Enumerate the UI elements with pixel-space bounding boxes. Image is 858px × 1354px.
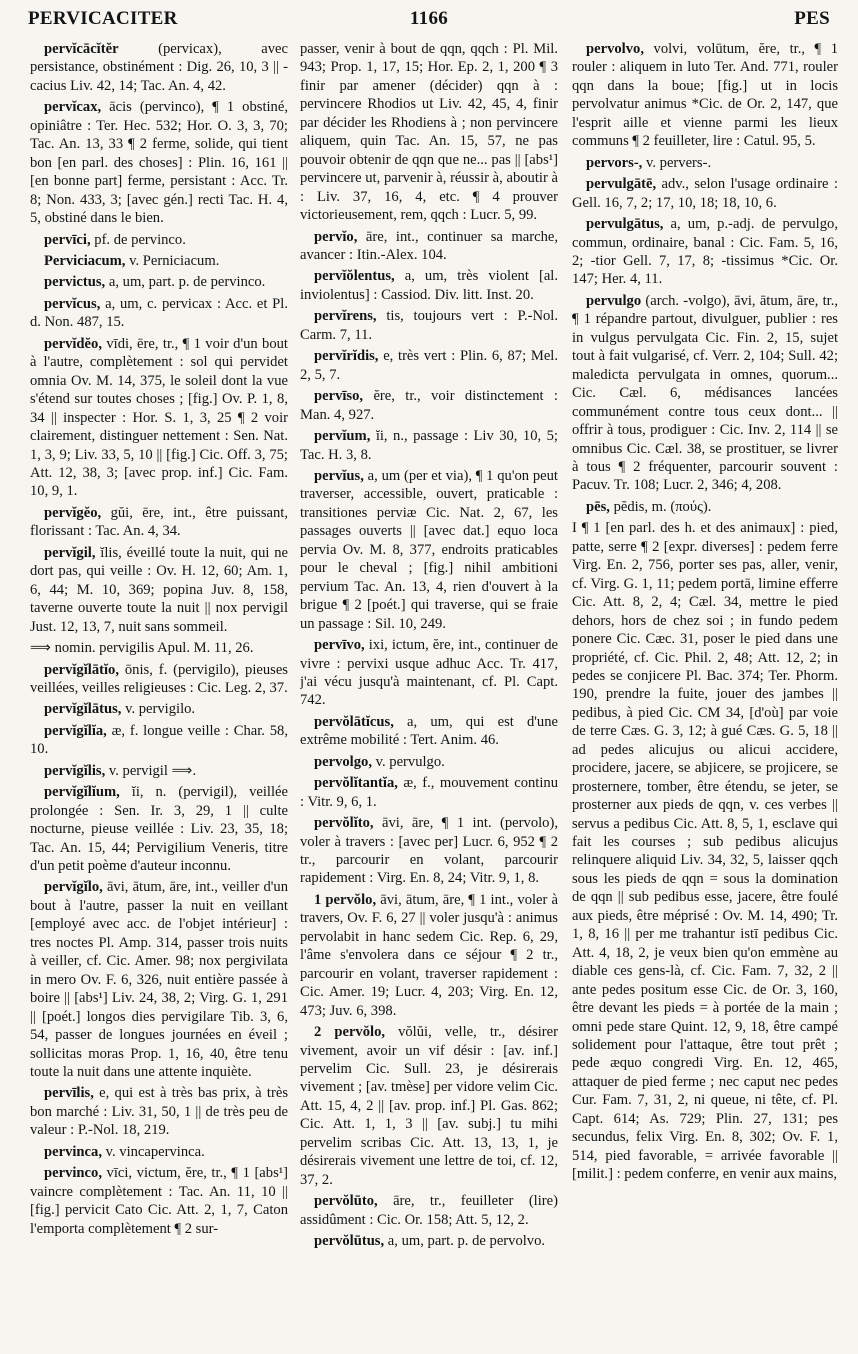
headword: Perviciacum, [44, 252, 126, 269]
dictionary-entry [30, 544, 288, 636]
entry-text: e, qui est à très bas prix, à très bon marché : Liv. 31, 50, 1 || de très peu de valeur : P.-Nol. 18, 219. [30, 1085, 288, 1139]
dictionary-entry [572, 292, 838, 495]
dictionary-entry [30, 40, 288, 95]
dictionary-entry [300, 753, 558, 771]
dictionary-entry [30, 273, 288, 291]
headword: pervĭgĭlo, [44, 879, 103, 896]
entry-text: pĕdis, m. (πούς). [613, 498, 712, 515]
page-header [28, 6, 830, 32]
dictionary-entry [300, 307, 558, 344]
entry-text: āre, tr., feuilleter (lire) assidûment : Cic. Or. 158; Att. 5, 12, 2. [300, 1193, 558, 1228]
headword: 2 pervŏlo, [314, 1024, 386, 1041]
dictionary-entry [300, 467, 558, 633]
headword: pervĭcax, [44, 99, 102, 116]
entry-text: ĕre, tr., voir distinctement : Man. 4, 927. [300, 388, 558, 423]
dictionary-entry [300, 636, 558, 710]
entry-text: v. pervigil ⟹. [108, 762, 197, 779]
entry-text: ĭi, n., passage : Liv 30, 10, 5; Tac. H. 3, 8. [300, 428, 558, 463]
headword: pervors-, [586, 154, 643, 171]
headword: pervĭus, [314, 467, 364, 484]
entry-text: pf. de pervinco. [94, 231, 186, 248]
dictionary-entry [300, 267, 558, 304]
entry-text: ixi, ictum, ĕre, int., continuer de vivre : pervixi usque adhuc Acc. Tr. 417, j'ai vécu jusqu'à maintenant, cf. Pl. Capt. 742. [300, 637, 558, 709]
headword: pervulgātē, [586, 176, 657, 193]
entry-text: vīdi, ēre, tr., ¶ 1 voir d'un bout à l'autre, complètement : sol qui pervidet omnia Ov. M. 14, 375, le soleil dont la vue s'étend sur toutes choses ; [fig.] Ov. P. 1, 8, 34 || inspecter : Hor. S. 1, 3, 25 ¶ 2 voir clairement, distinguer nettement : Sen. Nat. 1, 3, 9; Liv. 33, 5, 10 || [fig.] Cic. Off. 3, 75; Att. 12, 38, 3; [avec prop. inf.] Cic. Fam. 10, 9, 1. [30, 335, 288, 500]
headword: pervictus, [44, 274, 106, 291]
dictionary-entry [30, 1084, 288, 1139]
headword: pēs, [586, 498, 610, 515]
dictionary-entry [300, 387, 558, 424]
entry-text: æ, f., mouvement continu : Vitr. 9, 6, 1. [300, 775, 558, 810]
dictionary-entry [300, 347, 558, 384]
entry-text: v. pervigilo. [125, 701, 196, 718]
headword: pervīci, [44, 231, 91, 248]
entry-text: a, um, part. p. de pervolvo. [387, 1233, 546, 1250]
column-2 [300, 40, 558, 1350]
column-1 [30, 40, 288, 1350]
headword: pervĭum, [314, 428, 371, 445]
entry-text: (arch. -volgo), āvi, ātum, āre, tr., ¶ 1 répandre partout, divulguer, publier : res in vulgus pervulgata Cic. Fin. 2, 15, sujet tout à fait vulgarisé, cf. Verr. 2, 104; Sull. 42; maledicta pervulgata in omnes, quorum... Cic. Cæl. 6, médisances lancées communément contre tous ceux dont... || offrir à tous, prodiguer : Cic. Inv. 2, 114 || se omnibus Cic. Cæl. 38, se prostituer, se livrer à tous ¶ 2 fréquenter, parcourir souvent : Pacuv. Tr. 108; Lucr. 2, 346; 4, 208. [572, 292, 838, 494]
dictionary-entry [30, 1143, 288, 1161]
dictionary-entry [30, 335, 288, 501]
entry-text: a, um, part. p. de pervinco. [108, 274, 266, 291]
entry-text: a, um, c. pervicax : Acc. et Pl. d. Non. 487, 15. [30, 295, 288, 331]
entry-text: ācis (pervinco), ¶ 1 obstiné, opiniâtre : Ter. Hec. 532; Hor. O. 3, 3, 70; Tac. An. 13, 33 ¶ 2 ferme, solide, qui tient bon [en parl. des choses] : Plin. 16, 161 || [en bonne part] ferme, persistant : Acc. Tr. 8; Non. 433, 3; [avec gén.] recti Tac. H. 4, 5, obstiné dans le bien. [30, 99, 288, 227]
entry-text: āvi, ātum, āre, ¶ 1 int., voler à travers, Ov. F. 6, 27 || voler jusqu'à : animus pervolabit in hanc sedem Cic. Rep. 6, 29, l'âme s'envolera dans ce séjour ¶ 2 tr., parcourir en volant, traverser rapidement : Cic. Amer. 19; Lucr. 4, 203; Virg. En. 12, 473; Juv. 6, 398. [300, 891, 558, 1019]
headword: pervĭgĭlātus, [44, 701, 122, 718]
dictionary-entry [30, 722, 288, 759]
headword: pervulgātus, [586, 216, 664, 233]
dictionary-entry [30, 878, 288, 1081]
headword: pervĭgĭlis, [44, 762, 106, 779]
entry-text: passer, venir à bout de qqn, qqch : Pl. Mil. 943; Prop. 1, 17, 15; Hor. Ep. 2, 1, 200 ¶ 3 finir par amener (décider) qqn à : pervincere Rhodios ut Liv. 42, 45, 4, finir par décider les Rhodiens à ; non pervincere aliquem, quin Tac. An. 15, 57, ne pas pouvoir obtenir de qqn que ne... pas || [abs¹] pervincere ut, parvenir à, réussir à, aboutir à : Liv. 37, 16, 4, etc. ¶ 4 prouver victorieusement, rem, qqch : Lucr. 5, 99. [300, 41, 558, 224]
entry-text: I ¶ 1 [en parl. des h. et des animaux] : pied, patte, serre ¶ 2 [expr. diverses] : pedem ferre Virg. En. 2, 756, porter ses pas, aller, venir, cf. Virg. G. 1, 11; pedem portā, limine efferre Cic. Att. 8, 2, 4; Cæl. 34, mettre le pied dehors, hors de chez soi ; in fundo pedem ponere Cic. Cæc. 31, poser le pied dans une propriété, cf. Cic. Phil. 2, 48; Att. 12, 2; in pedes se conjicere Pl. Bac. 374; Ter. Phorm. 190, prendre la fuite, jouer des jambes || pedibus, à pied Cic. CM 34, [d'où] par voie de terre Cæs. G. 3, 12; à gué Cæs. G. 5, 18 || ad pedes alicujus ou alicui accidere, procidere, jacere, se abjicere, se projicere, se prosternere, tomber, être étendu, se jeter, se prosterner aux pieds de qqn, v. ces verbes || servus a pedibus Cic. Att. 8, 5, 1, esclave qui fait les courses ; sub pedibus alicujus relinquere aliquid Liv. 34, 32, 5, laisser qqch sous les pieds de qqn = sous la domination de qqn || sub pedibus esse, jacere, être foulé aux pieds, être méprisé : Ov. M. 14, 490; Tr. 1, 8, 16 || per me trahantur istī pedibus Cic. Att. 4, 18, 2, je veux bien qu'on emmène au diable ces gens-là, cf. Cic. Fam. 7, 32, 2 || ante pedes positum esse Cic. de Or. 3, 160, être devant les pieds = à portée de la main ; omni pede stare Quint. 12, 9, 18, être campé solidement pour l'attaque, être tout prêt ; pede æquo congredi Virg. En. 12, 465, attaquer de pied ferme ; nec caput nec pedes Cur. Fam. 7, 31, 2, ni queue, ni tête, cf. Pl. Capt. 614; As. 729; Plin. 27, 131; pes secundus, felix Virg. En. 8, 302; Ov. F. 1, 514, pied favorable, = arrivée favorable || [milit.] : pedem conferre, en venir aux mains, [572, 520, 838, 1183]
entry-text: tis, toujours vert : P.-Nol. Carm. 7, 11. [300, 308, 558, 343]
dictionary-entry [572, 498, 838, 516]
headword: pervŏlūto, [314, 1193, 378, 1210]
entry-text: vŏlŭi, velle, tr., désirer vivement, avoir un vif désir : [av. inf.] pervelim Cic. Sull. 23, je désirerais vivement ; [av. tmèse] per vidore velim Cic. Att. 15, 4, 2 || [av. prop. inf.] Pl. Gas. 862; Cic. Att. 1, 1, 3 || [av. subj.] tu mihi pervelim scribas Cic. Att. 13, 13, 1, je désirerais vivement une lettre de toi, cf. 12, 37, 2. [300, 1024, 558, 1188]
headword: pervĭrĭdis, [314, 348, 379, 365]
dictionary-entry [30, 700, 288, 718]
headword: pervīlis, [44, 1085, 94, 1102]
entry-text: āvi, āre, ¶ 1 int. (pervolo), voler à travers : [avec per] Lucr. 6, 952 ¶ 2 tr., parcourir en volant, parcourir rapidement : Virg. En. 8, 24; Vitr. 9, 1, 8. [300, 815, 558, 887]
entry-text: volvi, volūtum, ĕre, tr., ¶ 1 rouler : aliquem in luto Ter. And. 771, rouler qqn dans la boue; [fig.] ut in locis pervolvatur animus *Cic. de Or. 2, 147, que l'esprit aille et vienne parmi les lieux communs ¶ 2 feuilleter, lire : Catul. 95, 5. [572, 41, 838, 150]
entry-text: (pervicax), avec persistance, obstinément : Dig. 26, 10, 3 || -cacius Liv. 42, 14; Tac. An. 4, 42. [30, 41, 288, 94]
headword: pervĭrens, [314, 308, 377, 325]
dictionary-entry [300, 1023, 558, 1189]
dictionary-entry [30, 231, 288, 249]
dictionary-entry [30, 252, 288, 270]
entry-text: v. pervulgo. [375, 753, 445, 770]
headword: pervĭŏlentus, [314, 268, 395, 285]
headword: pervolvo, [586, 41, 644, 57]
dictionary-entry [30, 639, 288, 657]
headword: pervīvo, [314, 637, 365, 654]
headword: pervĭdĕo, [44, 335, 102, 352]
entry-text: gŭi, ēre, int., être puissant, florissant : Tac. An. 4, 34. [30, 504, 288, 540]
headword: 1 pervŏlo, [314, 891, 377, 908]
headword: pervĭgĕo, [44, 504, 102, 521]
entry-text: ōnis, f. (pervigilo), pieuses veillées, veilles religieuses : Cic. Leg. 2, 37. [30, 661, 288, 696]
headword: pervĭgĭlĭa, [44, 722, 107, 739]
dictionary-entry [30, 98, 288, 227]
entry-text: ĭlis, éveillé toute la nuit, qui ne dort pas, qui veille : Ov. H. 12, 60; Am. 1, 6, 44; M. 10, 369; popina Juv. 8, 158, taverne ouverte toute la nuit || nox pervigil Just. 12, 13, 7, nuit sans sommeil. [30, 544, 288, 635]
dictionary-entry [300, 228, 558, 265]
dictionary-entry [572, 519, 838, 1183]
headword: pervŏlūtus, [314, 1233, 385, 1250]
headword: pervŏlĭto, [314, 815, 374, 832]
headword: pervĭcus, [44, 295, 101, 312]
entry-text: a, um (per et via), ¶ 1 qu'on peut traverser, accessible, ouvert, praticable : transitiones perviæ Cic. Nat. 2, 67, les passages ouverts || [avec dat.] equo loca pervia Ov. M. 8, 377, endroits praticables pour le cheval ; [fig.] nihil ambitioni pervium Tac. An. 13, 4, rien d'ouvert à la brigue ¶ 2 [poét.] qui traverse, qui se fraie un passage : Sil. 10, 249. [300, 467, 558, 632]
column-3 [572, 40, 838, 1350]
dictionary-entry [30, 504, 288, 541]
entry-text: ĭi, n. (pervigil), veillée prolongée : Sen. Ir. 3, 29, 1 || culte nocturne, pieuse veillée : Liv. 23, 35, 18; Tac. An. 15, 44; Pervigilium Veneris, titre d'un petit poème d'auteur inconnu. [30, 784, 288, 875]
dictionary-entry [30, 762, 288, 780]
headword: pervinco, [44, 1165, 102, 1182]
entry-text: āvi, ātum, āre, int., veiller d'un bout à l'autre, passer la nuit en veillant [employé avec acc. de l'objet intérieur] : tres noctes Pl. Amp. 314, passer trois nuits à veiller, cf. Cic. Amer. 98; nox pergivilata in mero Ov. F. 6, 326, nuit entière passée à boire || [abs¹] Liv. 24, 38, 2; Virg. G. 1, 291 || [poét.] longos dies pervigilare Tib. 3, 6, 54, passer de longues journées en éveil ; sollicitas moras Prop. 1, 16, 40, être tenu toute la nuit dans une attente inquiète. [30, 879, 288, 1081]
dictionary-entry [30, 1164, 288, 1238]
dictionary-entry [30, 783, 288, 875]
dictionary-entry [572, 215, 838, 289]
dictionary-entry [300, 774, 558, 811]
dictionary-entry [572, 154, 838, 172]
running-head-right: PES [794, 8, 830, 29]
entry-text: v. pervers-. [646, 154, 712, 171]
entry-text: vīci, victum, ĕre, tr., ¶ 1 [abs¹] vaincre complètement : Tac. An. 11, 10 || [fig.] pervicit Cato Cic. Att. 2, 1, 7, Caton l'emporta complètement ¶ 2 sur- [30, 1165, 288, 1237]
dictionary-entry [300, 814, 558, 888]
entry-text: e, très vert : Plin. 6, 87; Mel. 2, 5, 7. [300, 348, 558, 383]
dictionary-entry [300, 40, 558, 225]
headword: pervĭcācĭtĕr [44, 41, 119, 57]
headword: pervĭgil, [44, 544, 96, 561]
page-number: 1166 [409, 8, 449, 29]
headword: pervĭgĭlĭum, [44, 784, 120, 801]
dictionary-entry [30, 661, 288, 698]
dictionary-entry [572, 40, 838, 151]
headword: pervĭgĭlātĭo, [44, 661, 119, 678]
dictionary-entry [572, 175, 838, 212]
headword: pervolgo, [314, 753, 372, 770]
dictionary-entry [300, 1192, 558, 1229]
headword: pervĭo, [314, 228, 358, 245]
dictionary-entry [300, 891, 558, 1020]
headword: pervinca, [44, 1143, 102, 1160]
dictionary-entry [300, 427, 558, 464]
entry-text: a, um, qui est d'une extrême mobilité : Tert. Anim. 46. [300, 713, 558, 749]
dictionary-entry [30, 295, 288, 332]
dictionary-entry [300, 713, 558, 750]
headword: pervīso, [314, 388, 364, 405]
headword: pervŏlātĭcus, [314, 713, 394, 730]
headword: pervulgo [586, 292, 642, 309]
entry-text: a, um, p.-adj. de pervulgo, commun, ordinaire, banal : Cic. Fam. 5, 16, 2; -tior Gell. 7, 17, 8; -tissimus *Cic. Or. 147; Her. 4, 11. [572, 216, 838, 288]
entry-text: adv., selon l'usage ordinaire : Gell. 16, 7, 2; 17, 10, 18; 18, 10, 6. [572, 176, 838, 211]
entry-text: v. Perniciacum. [129, 252, 220, 269]
entry-text: a, um, très violent [al. inviolentus] : Cassiod. Div. litt. Inst. 20. [300, 268, 558, 303]
headword: pervŏlĭtantĭa, [314, 775, 398, 792]
entry-text: æ, f. longue veille : Char. 58, 10. [30, 722, 288, 758]
entry-text: v. vincapervinca. [105, 1143, 205, 1160]
running-head-left: PERVICACITER [28, 8, 178, 29]
dictionary-entry [300, 1232, 558, 1250]
entry-text: ⟹ nomin. pervigilis Apul. M. 11, 26. [30, 640, 254, 657]
entry-text: āre, int., continuer sa marche, avancer : Itin.-Alex. 104. [300, 228, 558, 263]
